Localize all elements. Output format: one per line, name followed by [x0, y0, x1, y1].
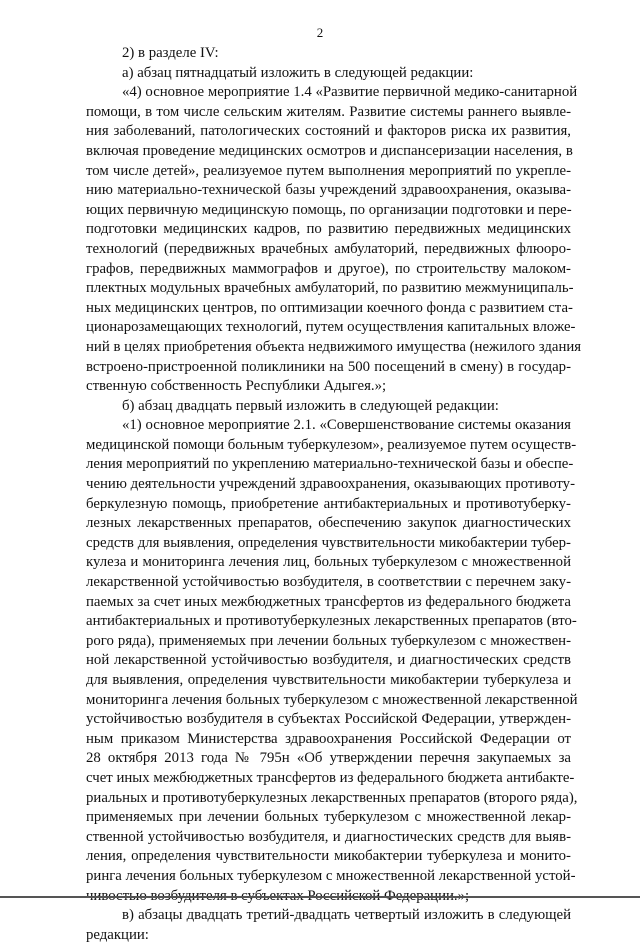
text-line: б) абзац двадцать первый изложить в следующей редакции:: [122, 397, 499, 414]
text-line: плектных модульных врачебных амбулаторий, по развитию межмуниципаль-: [86, 280, 574, 297]
text-line: «4) основное мероприятие 1.4 «Развитие первичной медико-санитарной: [122, 84, 578, 101]
text-line: том числе детей», реализуемое путем выполнения мероприятий по укрепле-: [86, 162, 571, 179]
text-line: 28 октября 2013 года № 795н «Об утверждении перечня закупаемых за: [86, 750, 571, 767]
text-line: рого ряда), применяемых при лечении больных туберкулезом с множествен-: [86, 632, 571, 649]
text-line: ний в целях приобретения объекта недвижимого имущества (нежилого здания: [86, 338, 582, 355]
text-line: беркулезную помощь, приобретение антибактериальных и противотуберку-: [86, 495, 571, 512]
text-line: ления мероприятий по укреплению материально-технической базы и обеспе-: [86, 456, 574, 473]
text-line: устойчивостью возбудителя в субъектах Российской Федерации, утвержден-: [86, 711, 571, 728]
text-line: ных медицинских центров, по оптимизации коечного фонда с развитием ста-: [86, 299, 573, 316]
document-body: [86, 44, 582, 945]
text-line: ринга лечения больных туберкулезом с множественной лекарственной устой-: [86, 867, 576, 884]
text-line: лезных лекарственных препаратов, обеспечению закупок диагностических: [86, 515, 571, 532]
text-line: для выявления, определения чувствительности микобактерии туберкулеза и: [86, 672, 571, 688]
text-line: счет иных межбюджетных трансфертов из федерального бюджета антибакте-: [86, 769, 575, 786]
text-line: антибактериальных и противотуберкулезных лекарственных препаратов (вто-: [86, 613, 577, 630]
text-line: а) абзац пятнадцатый изложить в следующей редакции:: [122, 64, 474, 81]
text-line: ным приказом Министерства здравоохранения Российской Федерации от: [86, 730, 571, 747]
text-line: мониторинга лечения больных туберкулезом с множественной лекарственной: [86, 691, 578, 708]
text-line: ния заболеваний, патологических состояний и факторов риска их развития,: [86, 123, 571, 140]
text-line: лекарственной устойчивостью возбудителя, в соответствии с перечнем заку-: [86, 574, 571, 591]
text-line: ления, определения чувствительности микобактерии туберкулеза и монито-: [86, 848, 571, 865]
text-line: помощи, в том числе сельским жителям. Развитие системы раннего выявле-: [86, 103, 571, 120]
text-line: ственной устойчивостью возбудителя, и диагностических средств для выяв-: [86, 828, 571, 845]
text-line: кулеза и мониторинга лечения лиц, больных туберкулезом с множественной: [86, 554, 571, 571]
text-line: технологий (передвижных врачебных амбулаторий, передвижных флюоро-: [86, 240, 571, 257]
text-line: встроено-пристроенной поликлиники на 500 посещений в смену) в государ-: [86, 358, 571, 375]
text-line: применяемых при лечении больных туберкулезом с множественной лекар-: [86, 809, 571, 826]
text-line: подготовки медицинских кадров, по развитию передвижных медицинских: [86, 221, 571, 238]
text-line: средств для выявления, определения чувствительности микобактерии тубер-: [86, 534, 571, 551]
text-line: ственную собственность Республики Адыгея.»;: [86, 378, 387, 395]
text-line: чению деятельности учреждений здравоохранения, оказывающих противоту-: [86, 476, 575, 493]
text-line: редакции:: [86, 926, 149, 943]
page-number: 2: [316, 25, 324, 40]
text-line: графов, передвижных маммографов и другое), по строительству малоком-: [86, 260, 571, 277]
scan-edge-divider: [0, 896, 640, 898]
text-line: ной лекарственной устойчивостью возбудителя, и диагностических средств: [86, 652, 571, 669]
text-line: 2) в разделе IV:: [122, 45, 219, 61]
text-line: риальных и противотуберкулезных лекарственных препаратов (второго ряда),: [86, 789, 578, 806]
text-line: «1) основное мероприятие 2.1. «Совершенствование системы оказания: [122, 417, 571, 434]
text-line: включая проведение медицинских осмотров и диспансеризации населения, в: [86, 142, 573, 159]
text-line: нию материально-технической базы учреждений здравоохранения, оказыва-: [86, 182, 571, 199]
text-line: медицинской помощи больным туберкулезом», реализуемое путем осуществ-: [86, 436, 577, 453]
text-line: паемых за счет иных межбюджетных трансфертов из федерального бюджета: [86, 593, 571, 610]
text-line: ционарозамещающих технологий, путем осуществления капитальных вложе-: [86, 319, 576, 336]
text-line: в) абзацы двадцать третий-двадцать четвертый изложить в следующей: [122, 907, 571, 924]
text-line: ющих первичную медицинскую помощь, по организации подготовки и пере-: [86, 201, 572, 218]
